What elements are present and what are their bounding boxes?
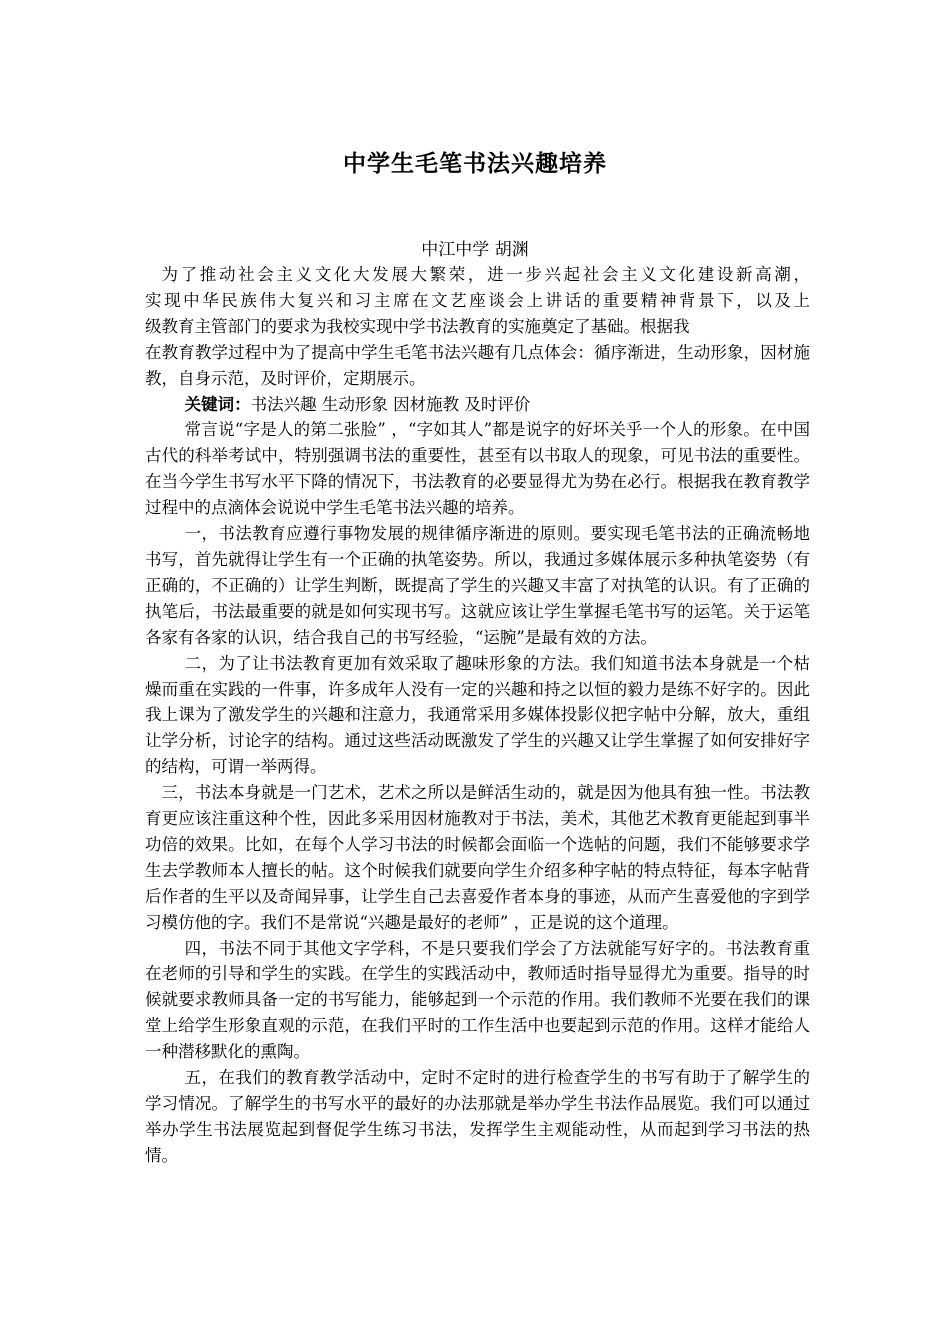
abstract-line-4: 在教育教学过程中为了提高中学生毛笔书法兴趣有几点体会：循序渐进，生动形象，因材施教，自身示范，及时评价，定期展示。 [145, 342, 810, 388]
paragraph-point-3: 三，书法本身就是一门艺术，艺术之所以是鲜活生动的，就是因为他具有独一性。书法教育更应该注重这种个性，因此多采用因材施教对于书法，美术，其他艺术教育更能起到事半功倍的效果。比如，在每个人学习书法的时候都会面临一个选帖的问题，我们不能够要求学生去学教师本人擅长的帖。这个时候我们就要向学生介绍多种字帖的特点特征，每本字帖背后作者的生平以及奇闻异事，让学生自己去喜爱作者本身的事迹，从而产生喜爱他的字到学习模仿他的字。我们不是常说“兴趣是最好的老师” ，正是说的这个道理。 [145, 783, 810, 932]
abstract-line-2: 实现中华民族伟大复兴和习主席在文艺座谈会上讲话的重要精神背景下，以及上 [145, 290, 810, 310]
paragraph-intro: 常言说“字是人的第二张脸” ，“字如其人”都是说字的好坏关乎一个人的形象。在中国古代的科举考试中，特别强调书法的重要性，甚至有以书取人的现象，可见书法的重要性。在当今学生书写水平下降的情况下，书法教育的必要显得尤为势在必行。根据我在教育教学过程中的点滴体会说说中学生毛笔书法兴趣的培养。 [145, 420, 810, 518]
abstract-line-3: 级教育主管部门的要求为我校实现中学书法教育的实施奠定了基础。根据我 [145, 316, 690, 336]
paragraph-point-2: 二，为了让书法教育更加有效采取了趣味形象的方法。我们知道书法本身就是一个枯燥而重在实践的一件事，许多成年人没有一定的兴趣和持之以恒的毅力是练不好字的。因此我上课为了激发学生的兴趣和注意力，我通常采用多媒体投影仪把字帖中分解，放大，重组让学分析，讨论字的结构。通过这些活动既激发了学生的兴趣又让学生掌握了如何安排好字的结构，可谓一举两得。 [145, 653, 810, 777]
keywords-label: 关键词： [184, 394, 251, 414]
paragraph-point-1: 一，书法教育应遵行事物发展的规律循序渐进的原则。要实现毛笔书法的正确流畅地书写，首先就得让学生有一个正确的执笔姿势。所以，我通过多媒体展示多种执笔姿势（有正确的，不正确的）让学生判断，既提高了学生的兴趣又丰富了对执笔的认识。有了正确的执笔后，书法最重要的就是如何实现书写。这就应该让学生掌握毛笔书写的运笔。关于运笔各家有各家的认识，结合我自己的书写经验，“运腕”是最有效的方法。 [145, 524, 810, 647]
paragraph-point-4: 四，书法不同于其他文字学科，不是只要我们学会了方法就能写好字的。书法教育重在老师的引导和学生的实践。在学生的实践活动中，教师适时指导显得尤为重要。指导的时候就要求教师具备一定的书写能力，能够起到一个示范的作用。我们教师不光要在我们的课堂上给学生形象直观的示范，在我们平时的工作生活中也要起到示范的作用。这样才能给人一种潜移默化的熏陶。 [145, 938, 810, 1062]
abstract-line-1: 为了推动社会主义文化大发展大繁荣，进一步兴起社会主义文化建设新高潮， [161, 265, 810, 284]
keywords-text: 书法兴趣 生动形象 因材施教 及时评价 [250, 394, 531, 414]
keywords [145, 392, 810, 418]
author-line: 中江中学 胡渊 [421, 240, 529, 260]
document-title: 中学生毛笔书法兴趣培养 [343, 150, 607, 177]
document-body [145, 262, 810, 1169]
paragraph-point-5: 五，在我们的教育教学活动中，定时不定时的进行检查学生的书写有助于了解学生的学习情况。了解学生的书写水平的最好的办法那就是举办学生书法作品展览。我们可以通过举办学生书法展览起到督促学生练习书法，发挥学生主观能动性，从而起到学习书法的热情。 [145, 1068, 810, 1165]
